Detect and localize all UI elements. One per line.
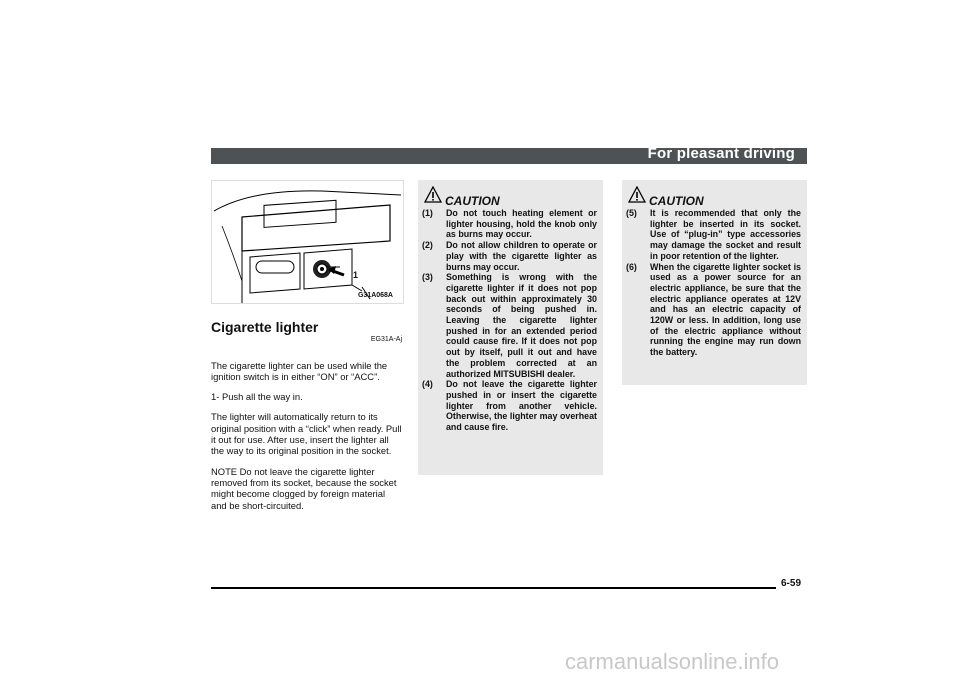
item-text: It is recommended that only the lighter be inserted in its socket. Use of “plug-in” type accessories may damage the socket and result in poor retention of the lighter.	[650, 208, 801, 261]
item-number: (4)	[422, 379, 433, 390]
list-item	[422, 208, 597, 240]
paragraph: The cigarette lighter can be used while the ignition switch is in either “ON” or “ACC”.	[211, 359, 388, 382]
caution-label: CAUTION	[649, 194, 704, 208]
note-paragraph: NOTE Do not leave the cigarette lighter removed from its socket, because the socket might become clogged by foreign material and be short-circuited.	[211, 465, 397, 511]
list-item	[626, 208, 801, 262]
watermark: carmanualsonline.info	[565, 649, 780, 674]
list-item	[422, 379, 597, 433]
cigarette-lighter-figure	[211, 180, 404, 304]
list-item	[422, 240, 597, 272]
figure-code: G31A068A	[357, 292, 393, 299]
caution-list	[418, 208, 603, 433]
item-text: Do not allow children to operate or play with the cigarette lighter as burns may occur.	[446, 240, 597, 272]
main-column	[211, 319, 402, 520]
item-text: Do not leave the cigarette lighter pushed in or insert the cigarette lighter from another vehicle. Otherwise, the lighter may overheat and cause fire.	[446, 379, 597, 433]
item-number: (5)	[626, 208, 637, 218]
caution-list	[622, 208, 807, 358]
footer-rule	[211, 587, 776, 589]
item-text: Do not touch heating element or lighter housing, hold the knob only as burns may occur.	[446, 208, 597, 240]
caution-box-2	[622, 180, 807, 385]
caution-box-1	[418, 180, 603, 475]
page-number: 6-59	[781, 578, 802, 589]
header-title: For pleasant driving	[647, 145, 795, 162]
header-bar	[211, 145, 807, 164]
warning-triangle-icon	[424, 186, 442, 203]
list-item	[626, 262, 801, 358]
paragraph: 1- Push all the way in.	[211, 391, 303, 403]
item-number: (2)	[422, 240, 433, 251]
item-text: When the cigarette lighter socket is used as a power source for an electric appliance, be sure that the electric appliance operates at 12V and has an electric capacity of 120W or less. In addition, long use of the electric appliance without running the engine may run down the battery.	[650, 261, 801, 358]
item-number: (6)	[626, 261, 637, 272]
item-number: (3)	[422, 272, 433, 283]
caution-header	[418, 180, 603, 208]
paragraph: The lighter will automatically return to its original position with a “click” when ready. Pull it out for use. After use, insert the lighter all the way to its original position in the socket.	[211, 411, 402, 457]
section-title: Cigarette lighter	[211, 319, 319, 335]
warning-triangle-icon	[628, 186, 646, 203]
callout-number: 1	[353, 270, 359, 280]
section-code: EG31A-Aj	[370, 336, 402, 344]
dashboard-illustration	[212, 181, 403, 303]
item-number: (1)	[422, 208, 433, 218]
caution-header	[622, 180, 807, 208]
item-text: Something is wrong with the cigarette lighter if it does not pop back out within approximately 30 seconds of being pushed in. Leaving the cigarette lighter pushed in for an extended period could cause fire. If it does not pop out by itself, pull it out and have the problem corrected at an authorized MITSUBISHI dealer.	[446, 272, 597, 379]
list-item	[422, 272, 597, 379]
caution-label: CAUTION	[445, 194, 500, 208]
